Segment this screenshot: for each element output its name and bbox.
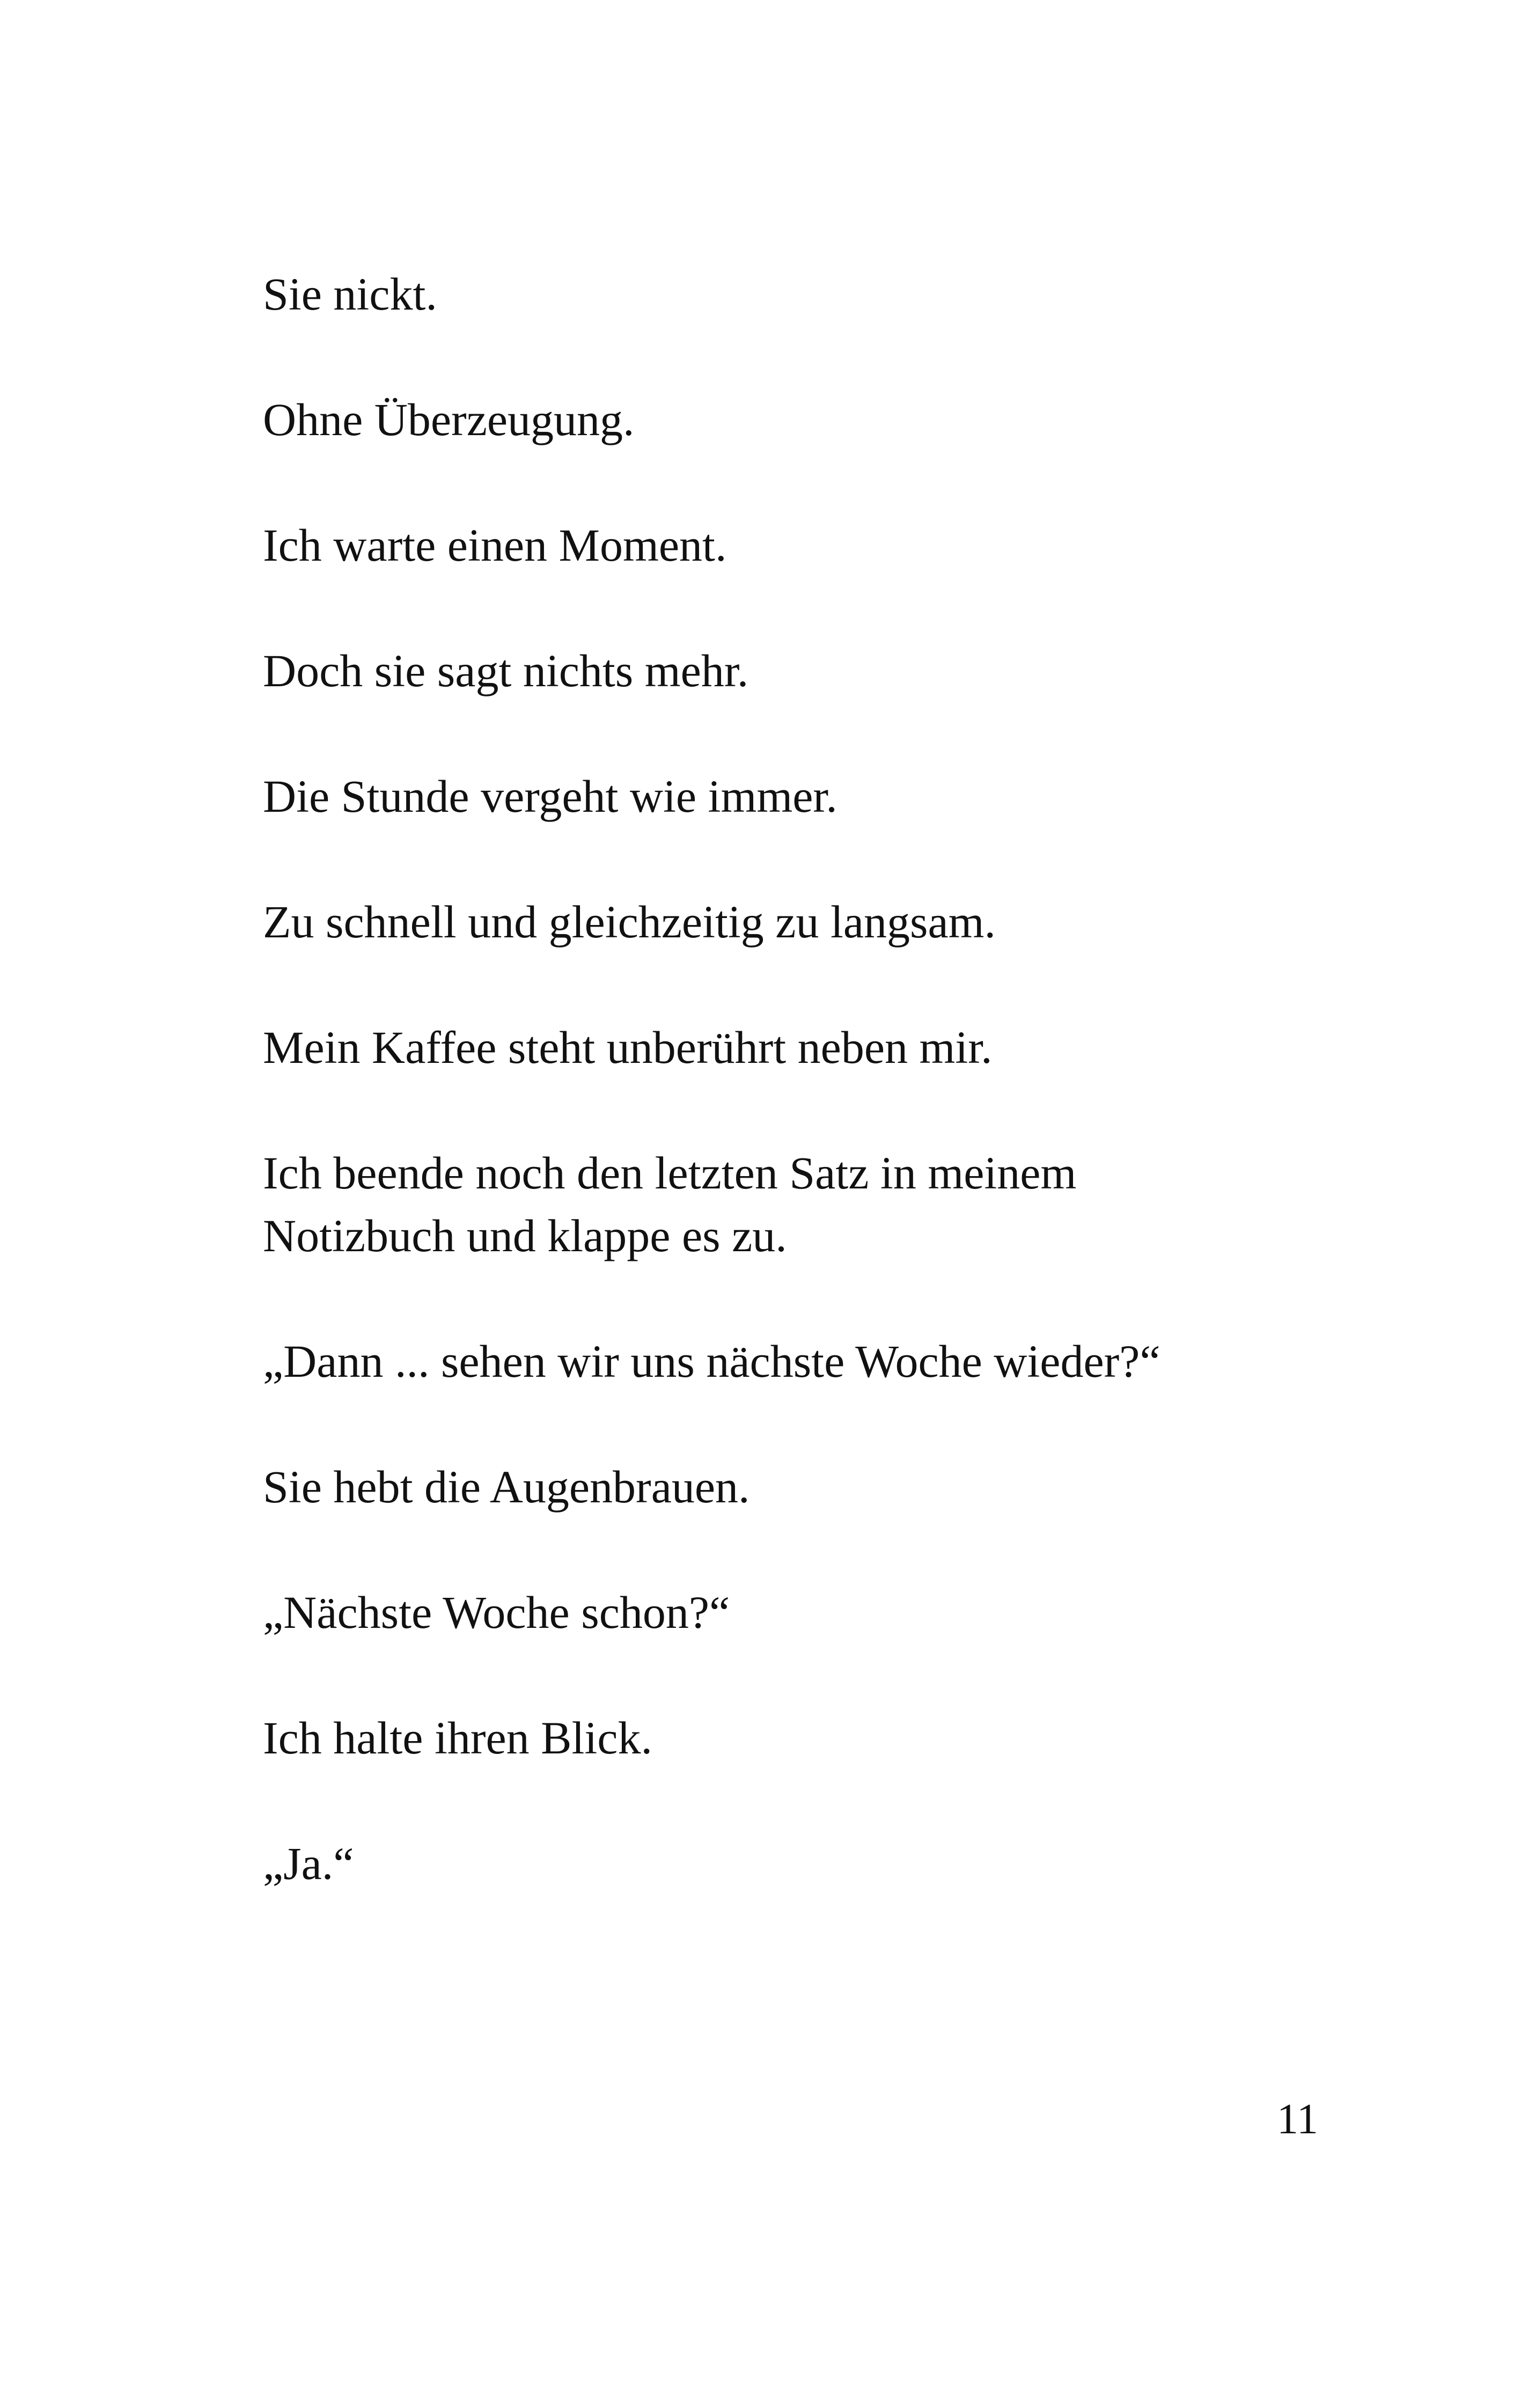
- paragraph: Zu schnell und gleichzeitig zu langsam.: [263, 896, 996, 948]
- page-number: 11: [1276, 2096, 1318, 2143]
- dialogue-line: „Dann ... sehen wir uns nächste Woche wieder?“: [263, 1335, 1160, 1387]
- paragraph-two-lines: [263, 1142, 1363, 1267]
- paragraph: Mein Kaffee steht unberührt neben mir.: [263, 1022, 993, 1073]
- paragraph: Ohne Überzeugung.: [263, 394, 635, 445]
- paragraph-line: Notizbuch und klappe es zu.: [263, 1210, 787, 1261]
- paragraph: Ich halte ihren Blick.: [263, 1712, 652, 1764]
- dialogue-line: „Nächste Woche schon?“: [263, 1587, 730, 1638]
- paragraph-line: Ich beende noch den letzten Satz in meinem: [263, 1147, 1077, 1199]
- paragraph: Die Stunde vergeht wie immer.: [263, 770, 837, 822]
- paragraph: Doch sie sagt nichts mehr.: [263, 645, 749, 696]
- paragraph: Ich warte einen Moment.: [263, 519, 727, 571]
- dialogue-line: „Ja.“: [263, 1838, 354, 1889]
- paragraph: Sie nickt.: [263, 268, 437, 320]
- body-text: [263, 263, 1363, 1958]
- paragraph: Sie hebt die Augenbrauen.: [263, 1461, 750, 1513]
